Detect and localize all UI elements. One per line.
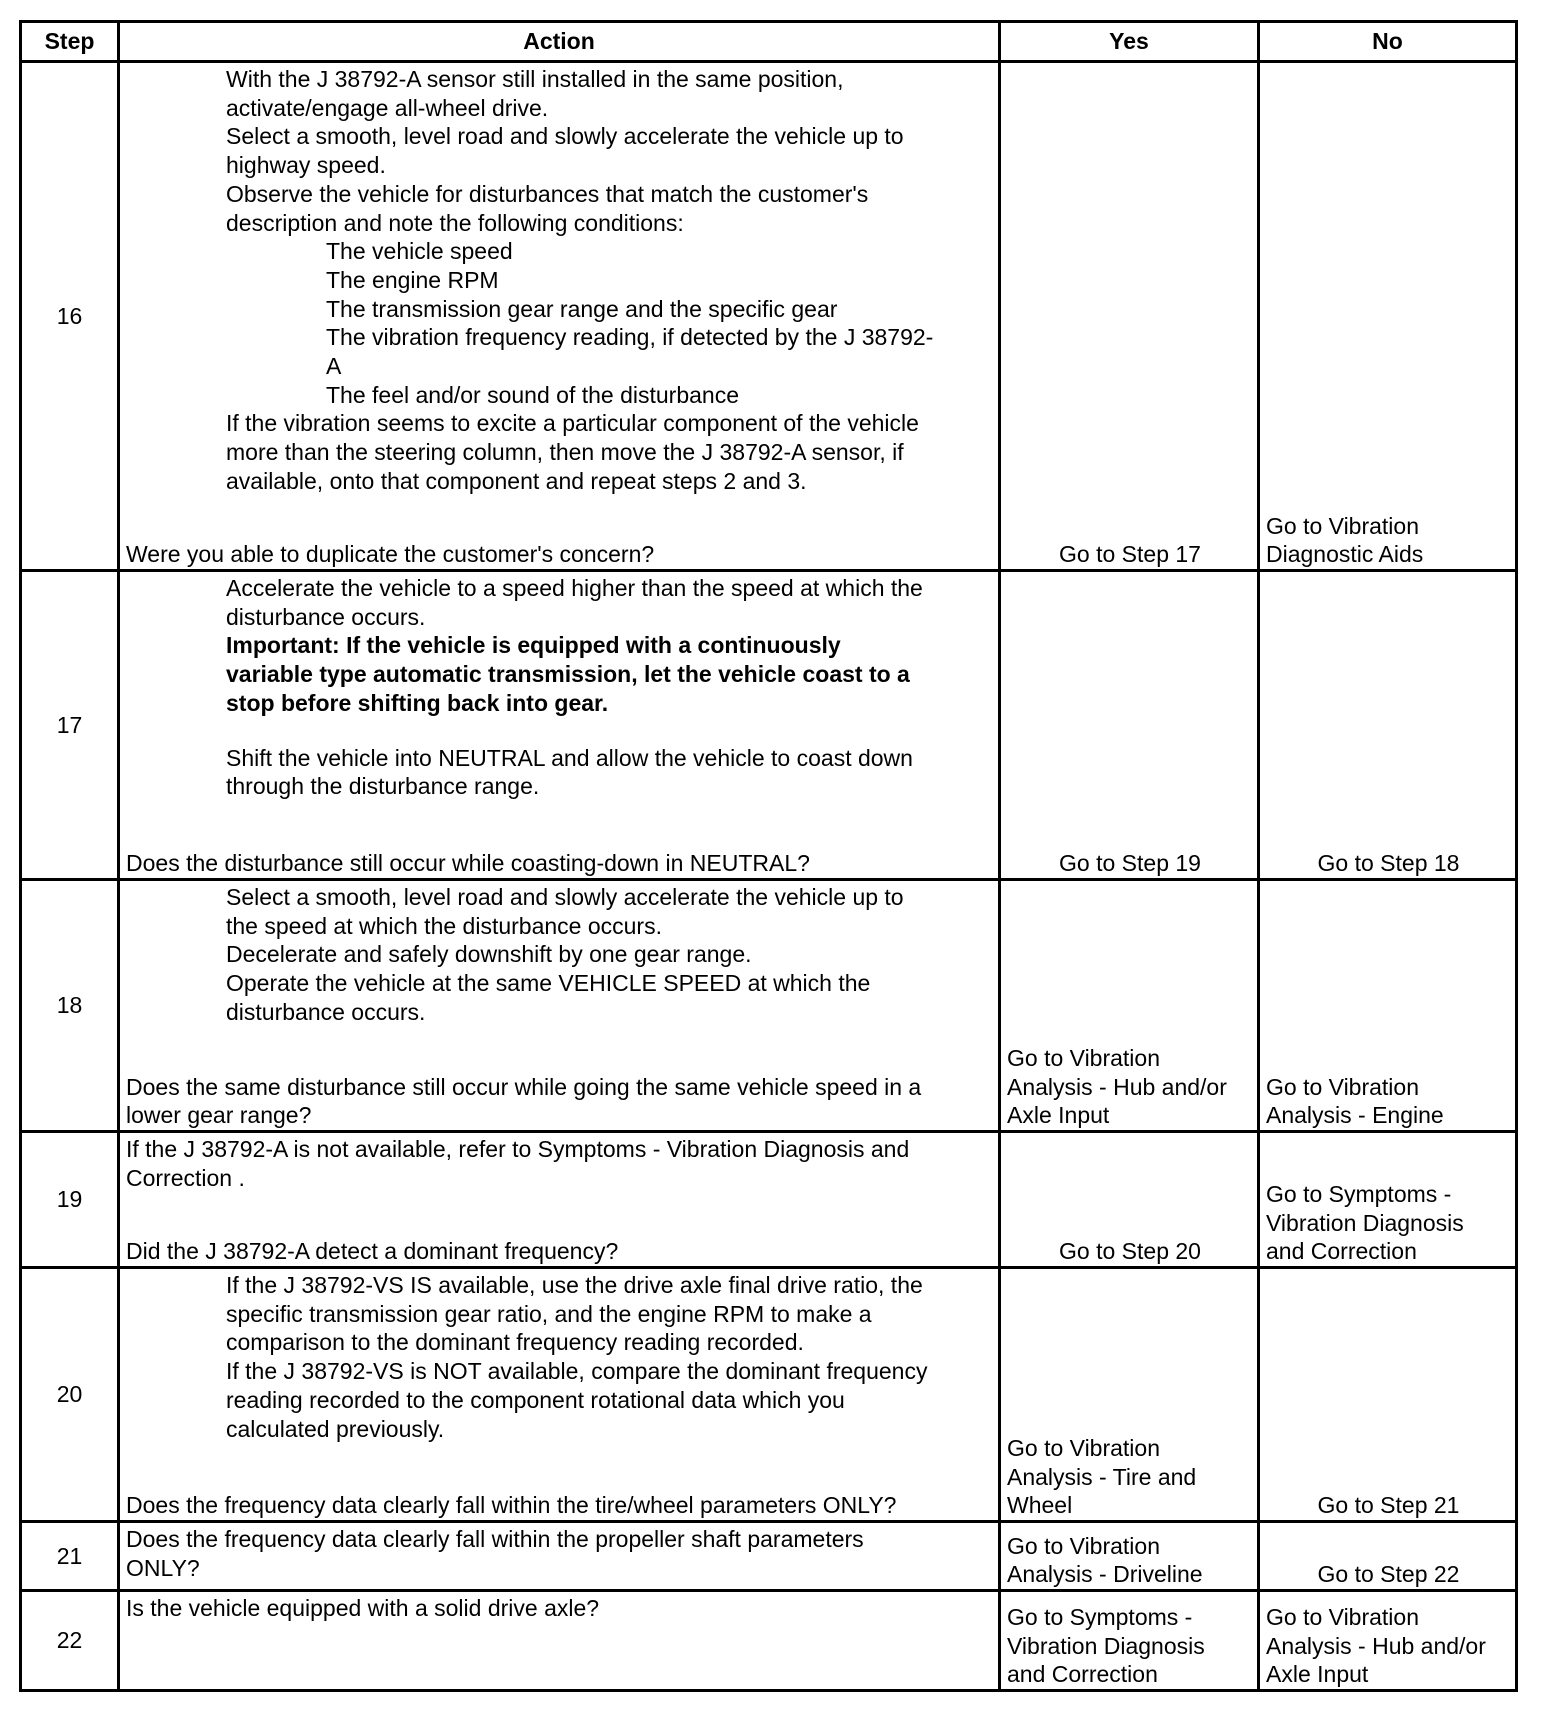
result-line: and Correction: [1266, 1238, 1417, 1265]
yes-result: [1000, 1591, 1259, 1691]
yes-result: [1000, 880, 1259, 1132]
result-line: Go to Step 18: [1317, 850, 1460, 877]
result-line: Go to Step 20: [1059, 1238, 1201, 1265]
result-line: Analysis - Hub and/or: [1007, 1073, 1227, 1100]
result-line: Go to Symptoms -: [1266, 1180, 1452, 1207]
instruction-line: If the J 38792-VS is NOT available, compare the dominant frequency: [226, 1358, 928, 1385]
table-row: [21, 1522, 1517, 1591]
yes-result: [1000, 571, 1259, 880]
instruction-line: reading recorded to the component rotational data which you: [226, 1386, 845, 1413]
instruction-line: comparison to the dominant frequency reading recorded.: [226, 1329, 804, 1356]
instruction-line: description and note the following conditions:: [226, 209, 684, 236]
step-number: 19: [21, 1132, 119, 1268]
action-cell: [119, 880, 1000, 1132]
action-cell: [119, 62, 1000, 571]
header-step: Step: [21, 22, 119, 62]
header-row: [21, 22, 1517, 62]
step-number: 17: [21, 571, 119, 880]
condition-line: The vibration frequency reading, if detected by the J 38792-: [326, 324, 934, 351]
result-line: Go to Vibration: [1007, 1532, 1161, 1559]
question-line: Does the frequency data clearly fall within the propeller shaft parameters: [126, 1526, 864, 1552]
result-line: Diagnostic Aids: [1266, 541, 1424, 568]
result-line: Axle Input: [1266, 1661, 1369, 1688]
question-line: Were you able to duplicate the customer's concern?: [126, 541, 655, 568]
header-yes: Yes: [1000, 22, 1259, 62]
condition-line: A: [326, 353, 342, 380]
yes-result: [1000, 1268, 1259, 1522]
no-result: [1259, 1132, 1517, 1268]
question-line: lower gear range?: [126, 1102, 312, 1129]
result-line: Go to Symptoms -: [1007, 1603, 1193, 1630]
table-row: [21, 880, 1517, 1132]
diagnostic-table: [19, 20, 1518, 1692]
instruction-line: through the disturbance range.: [226, 773, 540, 800]
result-line: Go to Vibration: [1266, 1073, 1420, 1100]
result-line: Go to Vibration: [1007, 1434, 1161, 1461]
instruction-line: activate/engage all-wheel drive.: [226, 94, 549, 121]
instruction-line: calculated previously.: [226, 1415, 445, 1442]
condition-line: The engine RPM: [326, 266, 499, 293]
yes-result: [1000, 1132, 1259, 1268]
instruction-line: Select a smooth, level road and slowly accelerate the vehicle up to: [226, 884, 904, 910]
result-line: Go to Step 17: [1059, 541, 1201, 568]
important-line: stop before shifting back into gear.: [226, 689, 609, 716]
instruction-line: Observe the vehicle for disturbances that match the customer's: [226, 180, 869, 207]
result-line: Analysis - Tire and: [1007, 1463, 1197, 1490]
table-row: [21, 1268, 1517, 1522]
instruction-line: disturbance occurs.: [226, 603, 426, 630]
instruction-line: If the vibration seems to excite a particular component of the vehicle: [226, 410, 919, 437]
no-result: [1259, 1591, 1517, 1691]
action-cell: [119, 1268, 1000, 1522]
instruction-line: With the J 38792-A sensor still installed in the same position,: [226, 66, 844, 92]
result-line: Vibration Diagnosis: [1266, 1209, 1464, 1236]
result-line: Go to Vibration: [1266, 1603, 1420, 1630]
note-line: Correction .: [126, 1164, 245, 1191]
question-line: Does the same disturbance still occur while going the same vehicle speed in a: [126, 1073, 922, 1100]
instruction-line: Shift the vehicle into NEUTRAL and allow the vehicle to coast down: [226, 744, 913, 771]
action-cell: [119, 1591, 1000, 1691]
instruction-line: Accelerate the vehicle to a speed higher than the speed at which the: [226, 575, 923, 601]
instruction-line: Decelerate and safely downshift by one gear range.: [226, 941, 752, 968]
question-line: Does the disturbance still occur while coasting-down in NEUTRAL?: [126, 850, 810, 877]
condition-line: The feel and/or sound of the disturbance: [326, 381, 740, 408]
result-line: Go to Vibration: [1266, 512, 1420, 539]
result-line: and Correction: [1007, 1661, 1158, 1688]
result-line: Analysis - Driveline: [1007, 1561, 1203, 1588]
header-no: No: [1259, 22, 1517, 62]
condition-line: The vehicle speed: [326, 238, 513, 265]
note-line: If the J 38792-A is not available, refer to Symptoms - Vibration Diagnosis and: [126, 1136, 910, 1162]
instruction-line: more than the steering column, then move the J 38792-A sensor, if: [226, 439, 904, 466]
instruction-line: the speed at which the disturbance occurs.: [226, 912, 662, 939]
result-line: Go to Vibration: [1007, 1044, 1161, 1071]
instruction-line: Operate the vehicle at the same VEHICLE SPEED at which the: [226, 970, 871, 997]
no-result: [1259, 1522, 1517, 1591]
yes-result: [1000, 62, 1259, 571]
table-row: [21, 1591, 1517, 1691]
no-result: [1259, 1268, 1517, 1522]
question-line: Did the J 38792-A detect a dominant frequency?: [126, 1238, 619, 1265]
instruction-line: If the J 38792-VS IS available, use the drive axle final drive ratio, the: [226, 1272, 923, 1298]
result-line: Vibration Diagnosis: [1007, 1632, 1205, 1659]
table-row: [21, 62, 1517, 571]
question-line: Does the frequency data clearly fall within the tire/wheel parameters ONLY?: [126, 1492, 897, 1519]
step-number: 22: [21, 1591, 119, 1691]
step-number: 20: [21, 1268, 119, 1522]
question-line: Is the vehicle equipped with a solid drive axle?: [126, 1595, 600, 1621]
action-cell: [119, 1522, 1000, 1591]
important-line: Important: If the vehicle is equipped with a continuously: [226, 632, 841, 659]
no-result: [1259, 880, 1517, 1132]
action-cell: [119, 571, 1000, 880]
step-number: 16: [21, 62, 119, 571]
instruction-line: Select a smooth, level road and slowly accelerate the vehicle up to: [226, 123, 904, 150]
table-row: [21, 1132, 1517, 1268]
result-line: Go to Step 21: [1317, 1492, 1460, 1519]
table-row: [21, 571, 1517, 880]
result-line: Wheel: [1007, 1492, 1073, 1519]
result-line: Go to Step 22: [1317, 1561, 1460, 1588]
no-result: [1259, 62, 1517, 571]
step-number: 18: [21, 880, 119, 1132]
yes-result: [1000, 1522, 1259, 1591]
condition-line: The transmission gear range and the specific gear: [326, 295, 838, 322]
instruction-line: specific transmission gear ratio, and the engine RPM to make a: [226, 1300, 872, 1327]
result-line: Analysis - Engine: [1266, 1102, 1444, 1129]
header-action: Action: [119, 22, 1000, 62]
result-line: Go to Step 19: [1059, 850, 1201, 877]
result-line: Axle Input: [1007, 1102, 1110, 1129]
step-number: 21: [21, 1522, 119, 1591]
result-line: Analysis - Hub and/or: [1266, 1632, 1486, 1659]
question-line: ONLY?: [126, 1554, 200, 1581]
important-line: variable type automatic transmission, let the vehicle coast to a: [226, 661, 910, 688]
action-cell: [119, 1132, 1000, 1268]
instruction-line: highway speed.: [226, 152, 386, 179]
no-result: [1259, 571, 1517, 880]
instruction-line: available, onto that component and repeat steps 2 and 3.: [226, 467, 807, 494]
instruction-line: disturbance occurs.: [226, 998, 426, 1025]
